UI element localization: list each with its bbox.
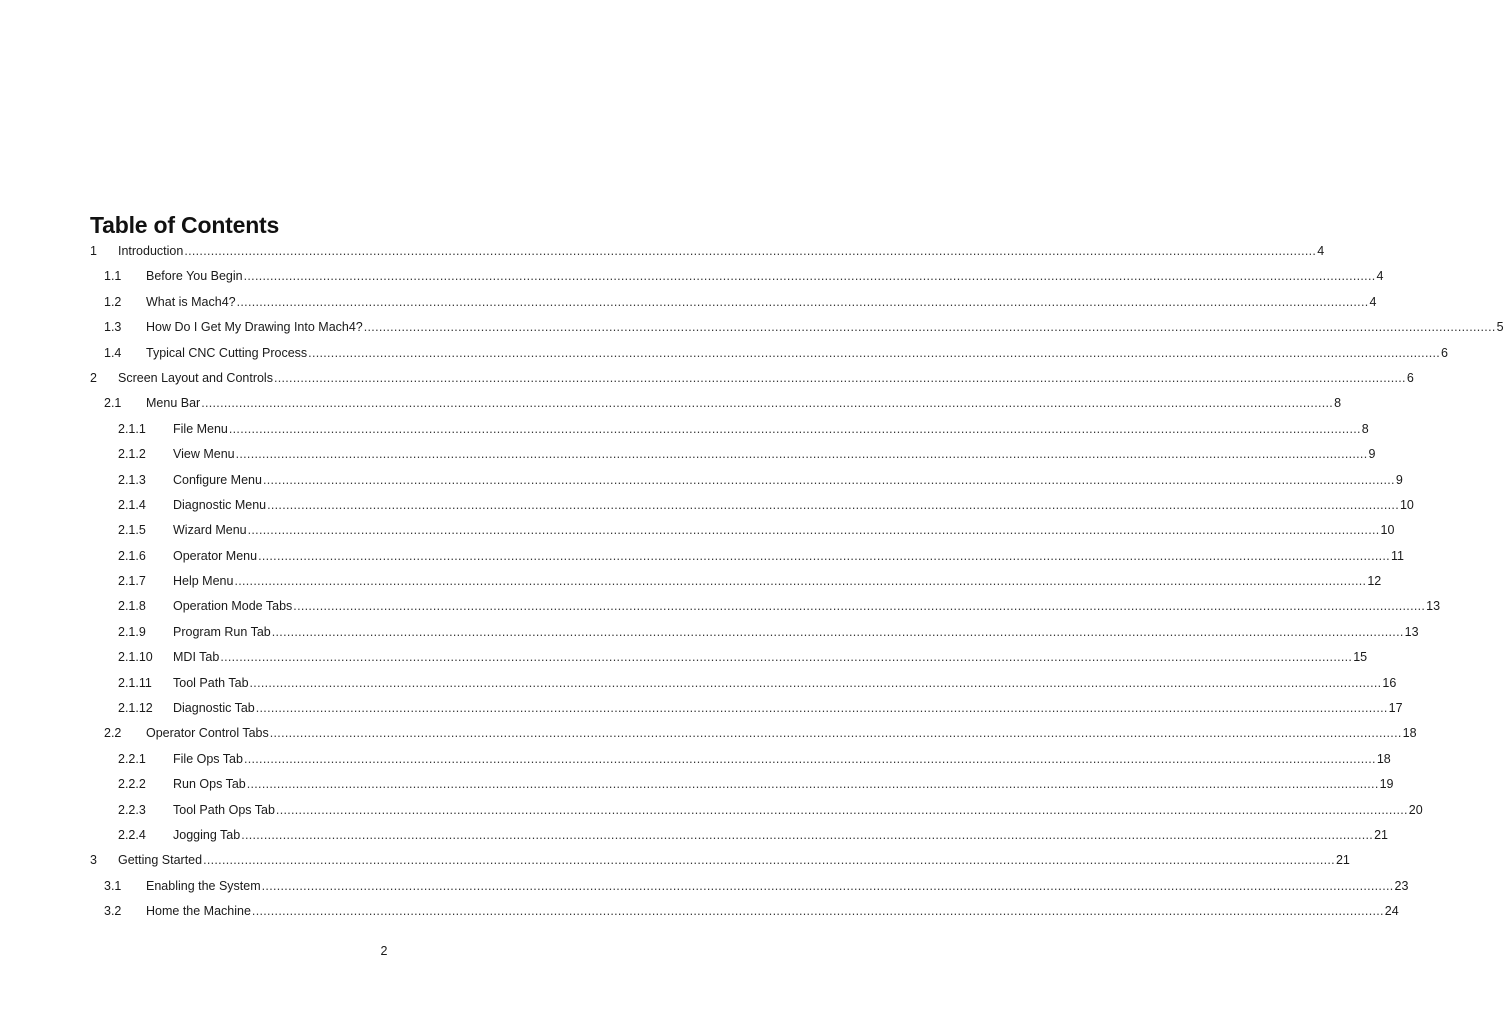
toc-entry-label: Screen Layout and Controls — [118, 370, 273, 385]
toc-leader-dots: ............................................................................................................................................................................................................................................................................................................ — [203, 853, 1335, 868]
toc-leader-dots: ............................................................................................................................................................................................................................................................................................................ — [243, 269, 1376, 284]
toc-entry-number: 2.1.1 — [118, 421, 146, 436]
toc-entry-page: 5 — [1496, 320, 1504, 335]
toc-entry-2-1-4[interactable] — [0, 493, 1414, 518]
toc-entry-label: What is Mach4? — [146, 294, 236, 309]
page-title: Table of Contents — [90, 212, 280, 238]
toc-entry-page: 6 — [1441, 345, 1448, 360]
toc-entry-line — [173, 544, 1404, 569]
toc-entry-number: 3.2 — [104, 904, 122, 919]
toc-entry-label: Diagnostic Tab — [173, 701, 255, 716]
toc-entry-line — [146, 341, 1448, 366]
toc-entry-line — [118, 239, 1325, 264]
toc-entry-page: 23 — [1394, 878, 1409, 893]
toc-entry-2-2[interactable] — [0, 721, 1417, 746]
toc-entry-2-1-10[interactable] — [0, 645, 1368, 670]
toc-entry-2-1-7[interactable] — [0, 569, 1382, 594]
toc-entry-line — [146, 315, 1504, 340]
toc-entry-label: View Menu — [173, 447, 235, 462]
toc-leader-dots: ............................................................................................................................................................................................................................................................................................................ — [271, 624, 1404, 639]
toc-entry-label: Operator Control Tabs — [146, 726, 269, 741]
toc-entry-line — [173, 518, 1395, 543]
toc-entry-2-1-2[interactable] — [0, 442, 1376, 467]
toc-entry-number: 2.1.11 — [118, 675, 152, 690]
toc-entry-1[interactable] — [0, 239, 1325, 264]
toc-entry-page: 10 — [1380, 523, 1395, 538]
toc-entry-page: 4 — [1317, 244, 1325, 258]
toc-entry-label: Home the Machine — [146, 904, 251, 919]
toc-entry-number: 1.1 — [104, 269, 122, 284]
toc-leader-dots: ............................................................................................................................................................................................................................................................................................................ — [246, 777, 1379, 792]
toc-leader-dots: ............................................................................................................................................................................................................................................................................................................ — [236, 294, 1369, 309]
toc-entry-label: File Menu — [173, 421, 228, 436]
toc-leader-dots: ............................................................................................................................................................................................................................................................................................................ — [262, 472, 1395, 487]
toc-leader-dots: ............................................................................................................................................................................................................................................................................................................ — [243, 751, 1376, 766]
toc-entry-number: 2.1.10 — [118, 650, 153, 665]
toc-entry-page: 9 — [1368, 447, 1376, 462]
toc-entry-page: 21 — [1374, 827, 1388, 842]
toc-leader-dots: ............................................................................................................................................................................................................................................................................................................ — [308, 345, 1441, 360]
toc-entry-3-2[interactable] — [0, 899, 1399, 924]
toc-entry-page: 4 — [1369, 294, 1377, 309]
toc-entry-2-1-6[interactable] — [0, 544, 1404, 569]
toc-entry-line — [173, 620, 1419, 645]
toc-entry-page: 8 — [1361, 421, 1369, 436]
toc-entry-label: Getting Started — [118, 853, 203, 868]
toc-entry-number: 2.1.2 — [118, 447, 146, 462]
toc-entry-number: 3 — [90, 853, 97, 868]
toc-entry-line — [146, 264, 1384, 289]
toc-leader-dots: ............................................................................................................................................................................................................................................................................................................ — [228, 421, 1361, 436]
toc-entry-1-3[interactable] — [0, 315, 1504, 340]
toc-entry-number: 2.2.4 — [118, 827, 146, 842]
toc-entry-2-1-1[interactable] — [0, 417, 1369, 442]
toc-entry-page: 19 — [1379, 777, 1394, 792]
toc-entry-number: 2.2.1 — [118, 751, 146, 766]
toc-entry-label: Wizard Menu — [173, 523, 247, 538]
toc-entry-label: Menu Bar — [146, 396, 201, 411]
toc-entry-label: Program Run Tab — [173, 624, 271, 639]
toc-entry-number: 2.2 — [104, 726, 122, 741]
toc-entry-page: 8 — [1334, 396, 1342, 411]
toc-leader-dots: ............................................................................................................................................................................................................................................................................................................ — [363, 320, 1496, 335]
toc-entry-page: 13 — [1404, 624, 1419, 639]
toc-leader-dots: ............................................................................................................................................................................................................................................................................................................ — [258, 548, 1390, 563]
toc-entry-line — [146, 721, 1417, 746]
toc-entry-page: 24 — [1384, 904, 1399, 919]
toc-entry-line — [146, 391, 1342, 416]
toc-leader-dots: ............................................................................................................................................................................................................................................................................................................ — [267, 497, 1399, 512]
page-number: 2 — [380, 944, 388, 958]
toc-entry-page: 9 — [1395, 472, 1403, 487]
toc-entry-page: 18 — [1376, 751, 1391, 766]
toc-entry-label: Typical CNC Cutting Process — [146, 345, 308, 360]
toc-entry-line — [173, 798, 1423, 823]
toc-entry-page: 10 — [1399, 497, 1414, 512]
toc-entry-1-1[interactable] — [0, 264, 1384, 289]
toc-entry-line — [173, 747, 1391, 772]
toc-leader-dots: ............................................................................................................................................................................................................................................................................................................ — [234, 574, 1367, 589]
toc-entry-number: 1.4 — [104, 345, 122, 360]
toc-entry-line — [118, 848, 1350, 873]
toc-entry-2-1-9[interactable] — [0, 620, 1419, 645]
toc-entry-2-1-5[interactable] — [0, 518, 1395, 543]
toc-entry-label: Jogging Tab — [173, 827, 241, 842]
toc-entry-number: 2.1 — [104, 396, 122, 411]
toc-entry-number: 2.2.2 — [118, 777, 146, 792]
toc-entry-line — [173, 594, 1441, 619]
toc-entry-label: File Ops Tab — [173, 751, 243, 766]
toc-entry-2-2-2[interactable] — [0, 772, 1394, 797]
toc-entry-page: 17 — [1388, 701, 1403, 716]
toc-entry-page: 16 — [1382, 675, 1397, 690]
toc-leader-dots: ............................................................................................................................................................................................................................................................................................................ — [251, 904, 1384, 919]
toc-entry-number: 1.2 — [104, 294, 122, 309]
toc-entry-page: 11 — [1390, 548, 1404, 563]
toc-entry-number: 2.1.7 — [118, 574, 146, 589]
toc-entry-number: 2 — [90, 370, 97, 385]
toc-entry-3[interactable] — [0, 848, 1350, 873]
toc-entry-label: Enabling the System — [146, 878, 261, 893]
toc-entry-line — [173, 696, 1403, 721]
toc-entry-label: Configure Menu — [173, 472, 262, 487]
toc-entry-line — [173, 569, 1382, 594]
toc-entry-number: 2.1.8 — [118, 599, 146, 614]
toc-entry-label: Help Menu — [173, 574, 234, 589]
toc-leader-dots: ............................................................................................................................................................................................................................................................................................................ — [235, 447, 1368, 462]
toc-entry-2-2-3[interactable] — [0, 798, 1423, 823]
toc-leader-dots: ............................................................................................................................................................................................................................................................................................................ — [220, 650, 1353, 665]
toc-leader-dots: ............................................................................................................................................................................................................................................................................................................ — [273, 370, 1406, 385]
toc-entry-label: How Do I Get My Drawing Into Mach4? — [146, 320, 363, 335]
toc-entry-2-1[interactable] — [0, 391, 1342, 416]
toc-entry-2[interactable] — [0, 366, 1414, 391]
toc-leader-dots: ............................................................................................................................................................................................................................................................................................................ — [255, 701, 1388, 716]
toc-leader-dots: ............................................................................................................................................................................................................................................................................................................ — [184, 244, 1317, 258]
toc-entry-1-4[interactable] — [0, 341, 1448, 366]
toc-leader-dots: ............................................................................................................................................................................................................................................................................................................ — [241, 827, 1374, 842]
toc-leader-dots: ............................................................................................................................................................................................................................................................................................................ — [275, 802, 1408, 817]
toc-entry-number: 2.1.4 — [118, 497, 146, 512]
toc-leader-dots: ............................................................................................................................................................................................................................................................................................................ — [249, 675, 1382, 690]
toc-entry-label: MDI Tab — [173, 650, 220, 665]
toc-entry-2-1-12[interactable] — [0, 696, 1403, 721]
toc-entry-label: Introduction — [118, 244, 184, 258]
toc-entry-label: Operator Menu — [173, 548, 258, 563]
toc-entry-label: Run Ops Tab — [173, 777, 246, 792]
toc-entry-page: 15 — [1353, 650, 1368, 665]
toc-entry-2-2-1[interactable] — [0, 747, 1391, 772]
toc-entry-number: 3.1 — [104, 878, 122, 893]
table-of-contents — [0, 239, 1504, 925]
toc-entry-line — [173, 645, 1368, 670]
toc-entry-line — [173, 442, 1376, 467]
toc-entry-page: 21 — [1335, 853, 1350, 868]
toc-entry-page: 12 — [1367, 574, 1382, 589]
toc-entry-page: 13 — [1426, 599, 1441, 614]
toc-entry-line — [173, 671, 1397, 696]
toc-entry-label: Tool Path Tab — [173, 675, 249, 690]
toc-entry-page: 20 — [1408, 802, 1423, 817]
toc-entry-number: 1 — [90, 244, 97, 258]
toc-entry-line — [173, 493, 1414, 518]
toc-entry-label: Operation Mode Tabs — [173, 599, 293, 614]
toc-entry-2-1-8[interactable] — [0, 594, 1441, 619]
toc-entry-line — [173, 468, 1403, 493]
toc-entry-number: 2.2.3 — [118, 802, 146, 817]
toc-entry-2-1-3[interactable] — [0, 468, 1403, 493]
toc-entry-2-1-11[interactable] — [0, 671, 1397, 696]
toc-entry-label: Tool Path Ops Tab — [173, 802, 275, 817]
toc-entry-line — [173, 417, 1369, 442]
toc-entry-line — [146, 874, 1409, 899]
toc-entry-page: 6 — [1406, 370, 1414, 385]
toc-leader-dots: ............................................................................................................................................................................................................................................................................................................ — [201, 396, 1334, 411]
toc-leader-dots: ............................................................................................................................................................................................................................................................................................................ — [293, 599, 1426, 614]
toc-entry-line — [173, 772, 1394, 797]
toc-entry-line — [118, 366, 1414, 391]
toc-entry-line — [146, 899, 1399, 924]
toc-entry-number: 2.1.6 — [118, 548, 146, 563]
toc-entry-line — [173, 823, 1388, 848]
toc-entry-line — [146, 290, 1377, 315]
toc-entry-label: Diagnostic Menu — [173, 497, 267, 512]
toc-entry-number: 2.1.5 — [118, 523, 146, 538]
toc-leader-dots: ............................................................................................................................................................................................................................................................................................................ — [247, 523, 1380, 538]
toc-entry-label: Before You Begin — [146, 269, 243, 284]
toc-entry-number: 1.3 — [104, 320, 122, 335]
toc-entry-number: 2.1.9 — [118, 624, 146, 639]
toc-entry-number: 2.1.3 — [118, 472, 146, 487]
toc-leader-dots: ............................................................................................................................................................................................................................................................................................................ — [269, 726, 1402, 741]
toc-entry-2-2-4[interactable] — [0, 823, 1388, 848]
toc-entry-page: 4 — [1376, 269, 1384, 284]
toc-entry-page: 18 — [1402, 726, 1417, 741]
toc-entry-number: 2.1.12 — [118, 701, 153, 716]
toc-entry-1-2[interactable] — [0, 290, 1377, 315]
toc-leader-dots: ............................................................................................................................................................................................................................................................................................................ — [261, 878, 1394, 893]
toc-entry-3-1[interactable] — [0, 874, 1409, 899]
